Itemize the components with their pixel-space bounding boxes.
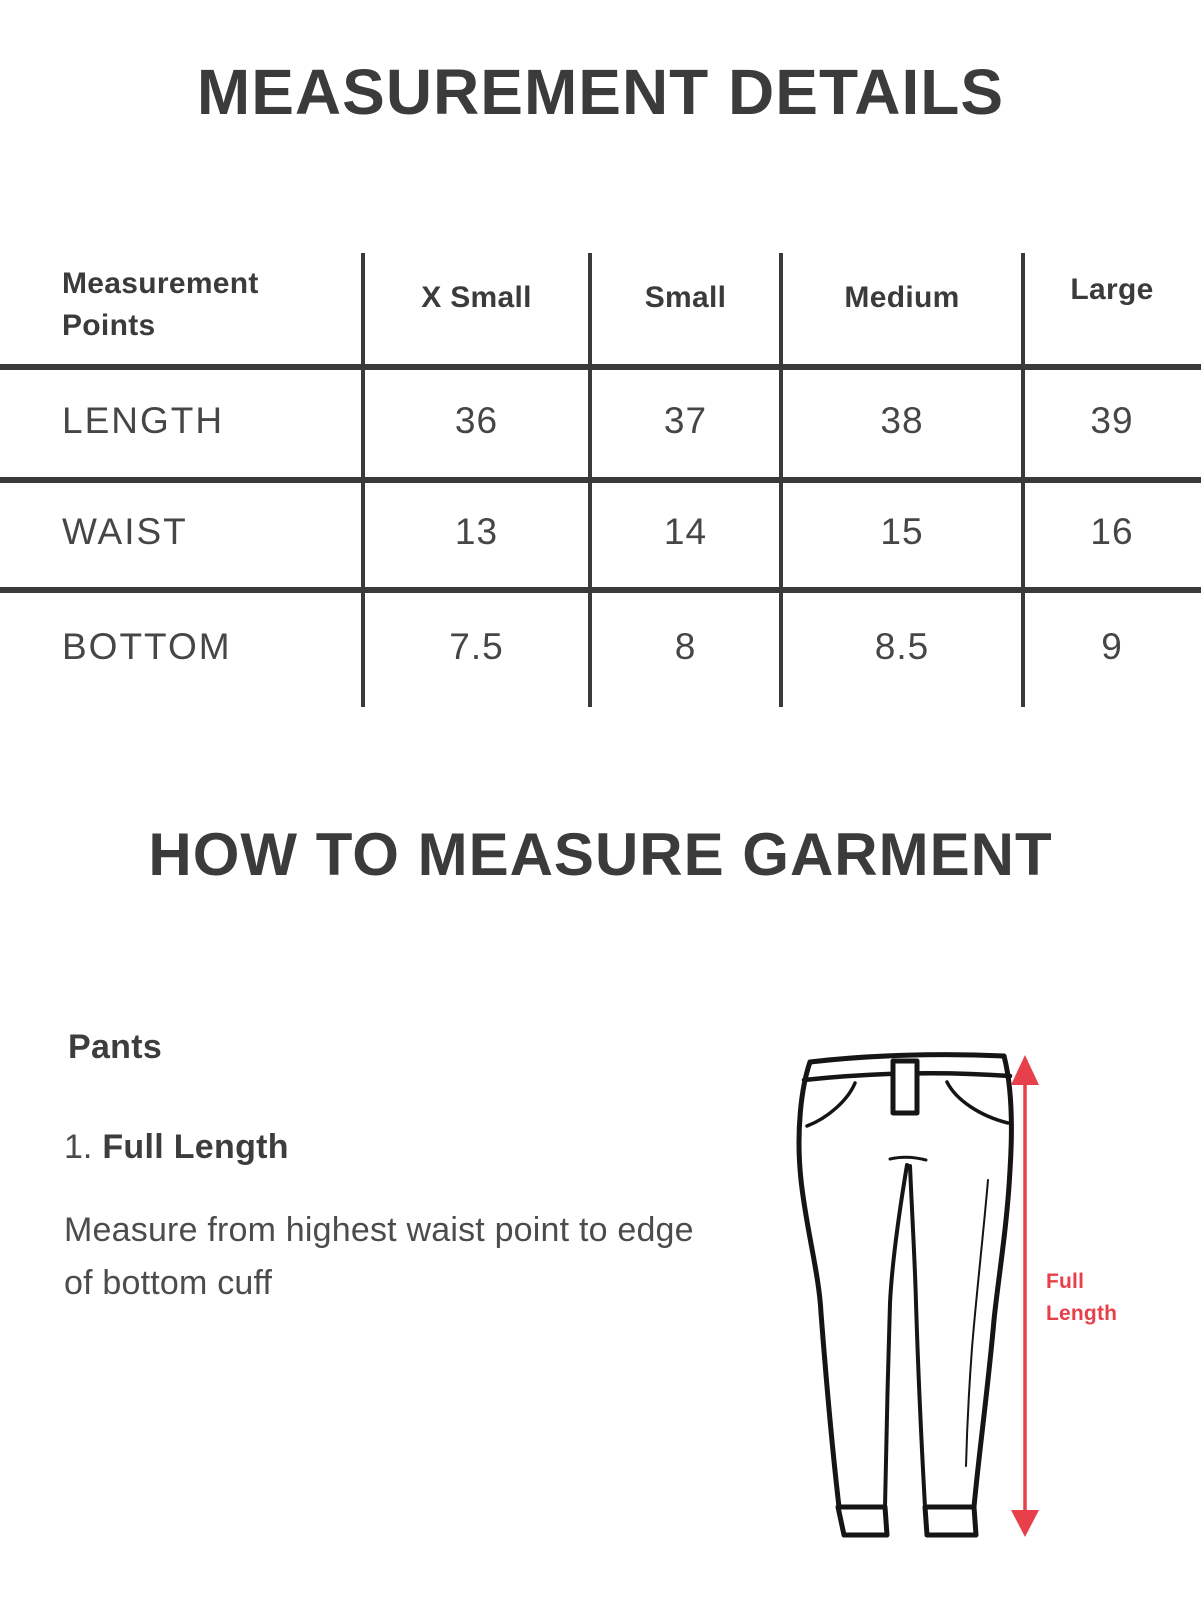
table-header-large: Large [1070, 272, 1154, 306]
table-row-label-length: LENGTH [62, 399, 225, 441]
how-to-measure-title: HOW TO MEASURE GARMENT [148, 821, 1053, 888]
table-cell-waist-small: 14 [663, 511, 708, 552]
table-cell-length-xsmall: 36 [454, 399, 499, 441]
table-cell-bottom-small: 8 [674, 626, 697, 667]
right-cuff [925, 1507, 976, 1535]
pants-outline [799, 1055, 1011, 1535]
arrow-down-head [1011, 1510, 1039, 1537]
table-header-measurement-points: Measurement Points [62, 266, 259, 342]
table-cell-length-large: 39 [1090, 399, 1134, 441]
arrow-up-head [1011, 1055, 1039, 1085]
table-cell-waist-large: 16 [1090, 511, 1134, 552]
measurement-table-grid [0, 253, 1201, 707]
table-cell-length-small: 37 [663, 399, 708, 441]
page-title: MEASUREMENT DETAILS [196, 56, 1005, 128]
table-cell-bottom-large: 9 [1101, 626, 1123, 667]
table-row-label-bottom: BOTTOM [62, 626, 232, 667]
table-cell-length-medium: 38 [880, 399, 924, 441]
pants-diagram [770, 1028, 1130, 1560]
table-header-medium: Medium [844, 280, 960, 314]
table-row-label-waist: WAIST [62, 511, 188, 552]
table-cell-waist-xsmall: 13 [454, 511, 499, 552]
step-name: Full Length [102, 1128, 289, 1166]
step-title [64, 1128, 289, 1167]
full-length-arrow [1011, 1055, 1039, 1537]
table-cell-bottom-xsmall: 7.5 [449, 626, 504, 667]
belt-loop [893, 1061, 917, 1113]
table-header-x-small: X Small [421, 280, 532, 314]
table-cell-bottom-medium: 8.5 [874, 626, 930, 667]
full-length-arrow-label: Full Length [1046, 1270, 1118, 1325]
table-cell-waist-medium: 15 [880, 511, 924, 552]
table-header-small: Small [644, 280, 727, 314]
left-cuff [838, 1507, 887, 1535]
step-number: 1. [64, 1128, 93, 1166]
step-description: Measure from highest waist point to edge of bottom cuff [64, 1211, 694, 1302]
garment-name: Pants [68, 1028, 163, 1066]
measurement-table [0, 253, 1201, 707]
